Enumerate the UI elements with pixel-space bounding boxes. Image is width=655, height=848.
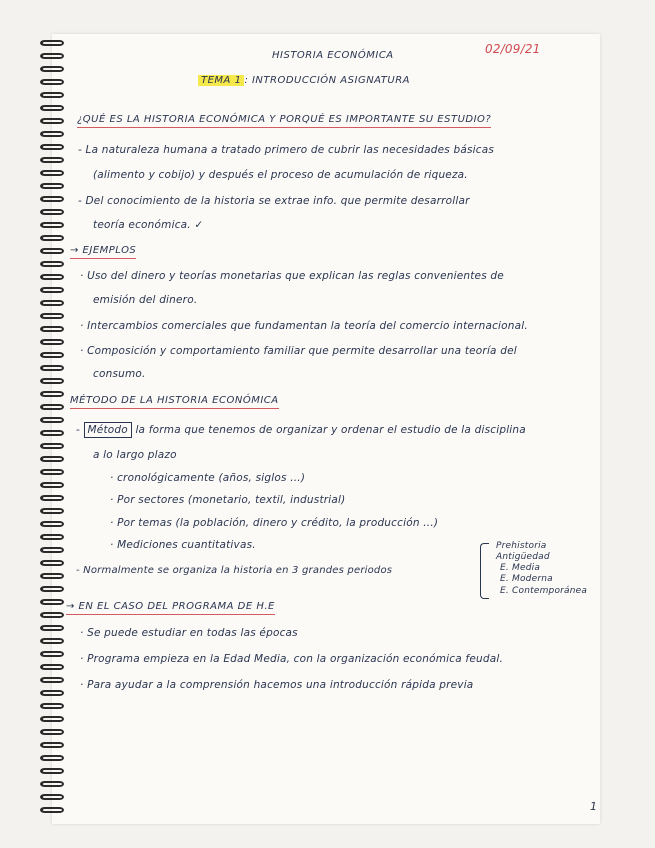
intro-line-1: - La naturaleza humana a tratado primero de cubrir las necesidades básicas: [78, 144, 495, 156]
spiral-ring: [40, 261, 64, 267]
spiral-ring: [40, 313, 64, 319]
spiral-binding: [40, 40, 66, 820]
topic-title: : INTRODUCCIÓN ASIGNATURA: [244, 75, 411, 86]
program-point-1: · Se puede estudiar en todas las épocas: [80, 627, 298, 639]
method-item-1: · cronológicamente (años, siglos ...): [110, 472, 306, 484]
spiral-ring: [40, 781, 64, 787]
spiral-ring: [40, 417, 64, 423]
spiral-ring: [40, 716, 64, 722]
spiral-ring: [40, 495, 64, 501]
question-heading: ¿QUÉ ES LA HISTORIA ECONÓMICA Y PORQUÉ ES IMPORTANTE SU ESTUDIO?: [77, 115, 491, 125]
spiral-ring: [40, 131, 64, 137]
spiral-ring: [40, 391, 64, 397]
spiral-ring: [40, 703, 64, 709]
period-5: E. Contemporánea: [500, 586, 588, 596]
spiral-ring: [40, 378, 64, 384]
spiral-ring: [40, 183, 64, 189]
spiral-ring: [40, 612, 64, 618]
spiral-ring: [40, 222, 64, 228]
topic-tag: TEMA 1: [198, 75, 244, 86]
spiral-ring: [40, 352, 64, 358]
spiral-ring: [40, 300, 64, 306]
spiral-ring: [40, 573, 64, 579]
program-heading: → EN EL CASO DEL PROGRAMA DE H.E: [66, 602, 275, 612]
spiral-ring: [40, 456, 64, 462]
spiral-ring: [40, 196, 64, 202]
spiral-ring: [40, 66, 64, 72]
spiral-ring: [40, 755, 64, 761]
page-number: 1: [590, 800, 597, 813]
period-1: Prehistoria: [496, 541, 547, 551]
spiral-ring: [40, 365, 64, 371]
program-point-3: · Para ayudar a la comprensión hacemos una introducción rápida previa: [80, 679, 474, 691]
method-boxed-word: Método: [84, 422, 132, 438]
spiral-ring: [40, 807, 64, 813]
example-line-3: · Intercambios comerciales que fundamentan la teoría del comercio internacional.: [80, 320, 528, 332]
spiral-ring: [40, 443, 64, 449]
spiral-ring: [40, 599, 64, 605]
spiral-ring: [40, 664, 64, 670]
course-title: HISTORIA ECONÓMICA: [272, 50, 394, 61]
spiral-ring: [40, 79, 64, 85]
method-item-2: · Por temas (la población, dinero y crédito, la producción ...): [110, 517, 439, 529]
spiral-ring: [40, 170, 64, 176]
spiral-ring: [40, 586, 64, 592]
periods-bracket: [480, 543, 489, 599]
period-3: E. Media: [500, 563, 541, 573]
spiral-ring: [40, 248, 64, 254]
spiral-ring: [40, 157, 64, 163]
period-2: Antigüedad: [496, 552, 550, 562]
method-definition: - Método la forma que tenemos de organizar y ordenar el estudio de la disciplina: [76, 424, 526, 436]
spiral-ring: [40, 690, 64, 696]
spiral-ring: [40, 326, 64, 332]
examples-heading: → EJEMPLOS: [70, 246, 136, 256]
spiral-ring: [40, 404, 64, 410]
spiral-ring: [40, 105, 64, 111]
spiral-ring: [40, 144, 64, 150]
program-point-2: · Programa empieza en la Edad Media, con la organización económica feudal.: [80, 653, 504, 665]
intro-line-2: (alimento y cobijo) y después el proceso de acumulación de riqueza.: [93, 169, 468, 181]
intro-line-4: teoría económica. ✓: [93, 219, 204, 231]
example-line-4: · Composición y comportamiento familiar que permite desarrollar una teoría del: [80, 345, 517, 357]
spiral-ring: [40, 534, 64, 540]
period-4: E. Moderna: [500, 574, 553, 584]
spiral-ring: [40, 560, 64, 566]
spiral-ring: [40, 768, 64, 774]
example-line-5: consumo.: [93, 368, 146, 380]
periods-line: - Normalmente se organiza la historia en 3 grandes periodos: [76, 565, 393, 576]
spiral-ring: [40, 729, 64, 735]
spiral-ring: [40, 40, 64, 46]
example-line-2: emisión del dinero.: [93, 294, 198, 306]
spiral-ring: [40, 118, 64, 124]
method-heading: MÉTODO DE LA HISTORIA ECONÓMICA: [70, 396, 279, 406]
spiral-ring: [40, 742, 64, 748]
spiral-ring: [40, 92, 64, 98]
example-line-1: · Uso del dinero y teorías monetarias que explican las reglas convenientes de: [80, 270, 504, 282]
spiral-ring: [40, 339, 64, 345]
topic-heading: [198, 76, 410, 86]
spiral-ring: [40, 638, 64, 644]
spiral-ring: [40, 547, 64, 553]
intro-line-3: - Del conocimiento de la historia se extrae info. que permite desarrollar: [78, 195, 470, 207]
spiral-ring: [40, 794, 64, 800]
spiral-ring: [40, 508, 64, 514]
spiral-ring: [40, 274, 64, 280]
spiral-ring: [40, 235, 64, 241]
spiral-ring: [40, 469, 64, 475]
spiral-ring: [40, 53, 64, 59]
date: 02/09/21: [485, 42, 541, 56]
spiral-ring: [40, 209, 64, 215]
method-definition-line2: a lo largo plazo: [93, 449, 177, 461]
spiral-ring: [40, 677, 64, 683]
method-item-2: · Por sectores (monetario, textil, industrial): [110, 494, 346, 506]
spiral-ring: [40, 482, 64, 488]
spiral-ring: [40, 625, 64, 631]
method-item-4: · Mediciones cuantitativas.: [110, 539, 256, 551]
spiral-ring: [40, 521, 64, 527]
spiral-ring: [40, 430, 64, 436]
spiral-ring: [40, 287, 64, 293]
spiral-ring: [40, 651, 64, 657]
